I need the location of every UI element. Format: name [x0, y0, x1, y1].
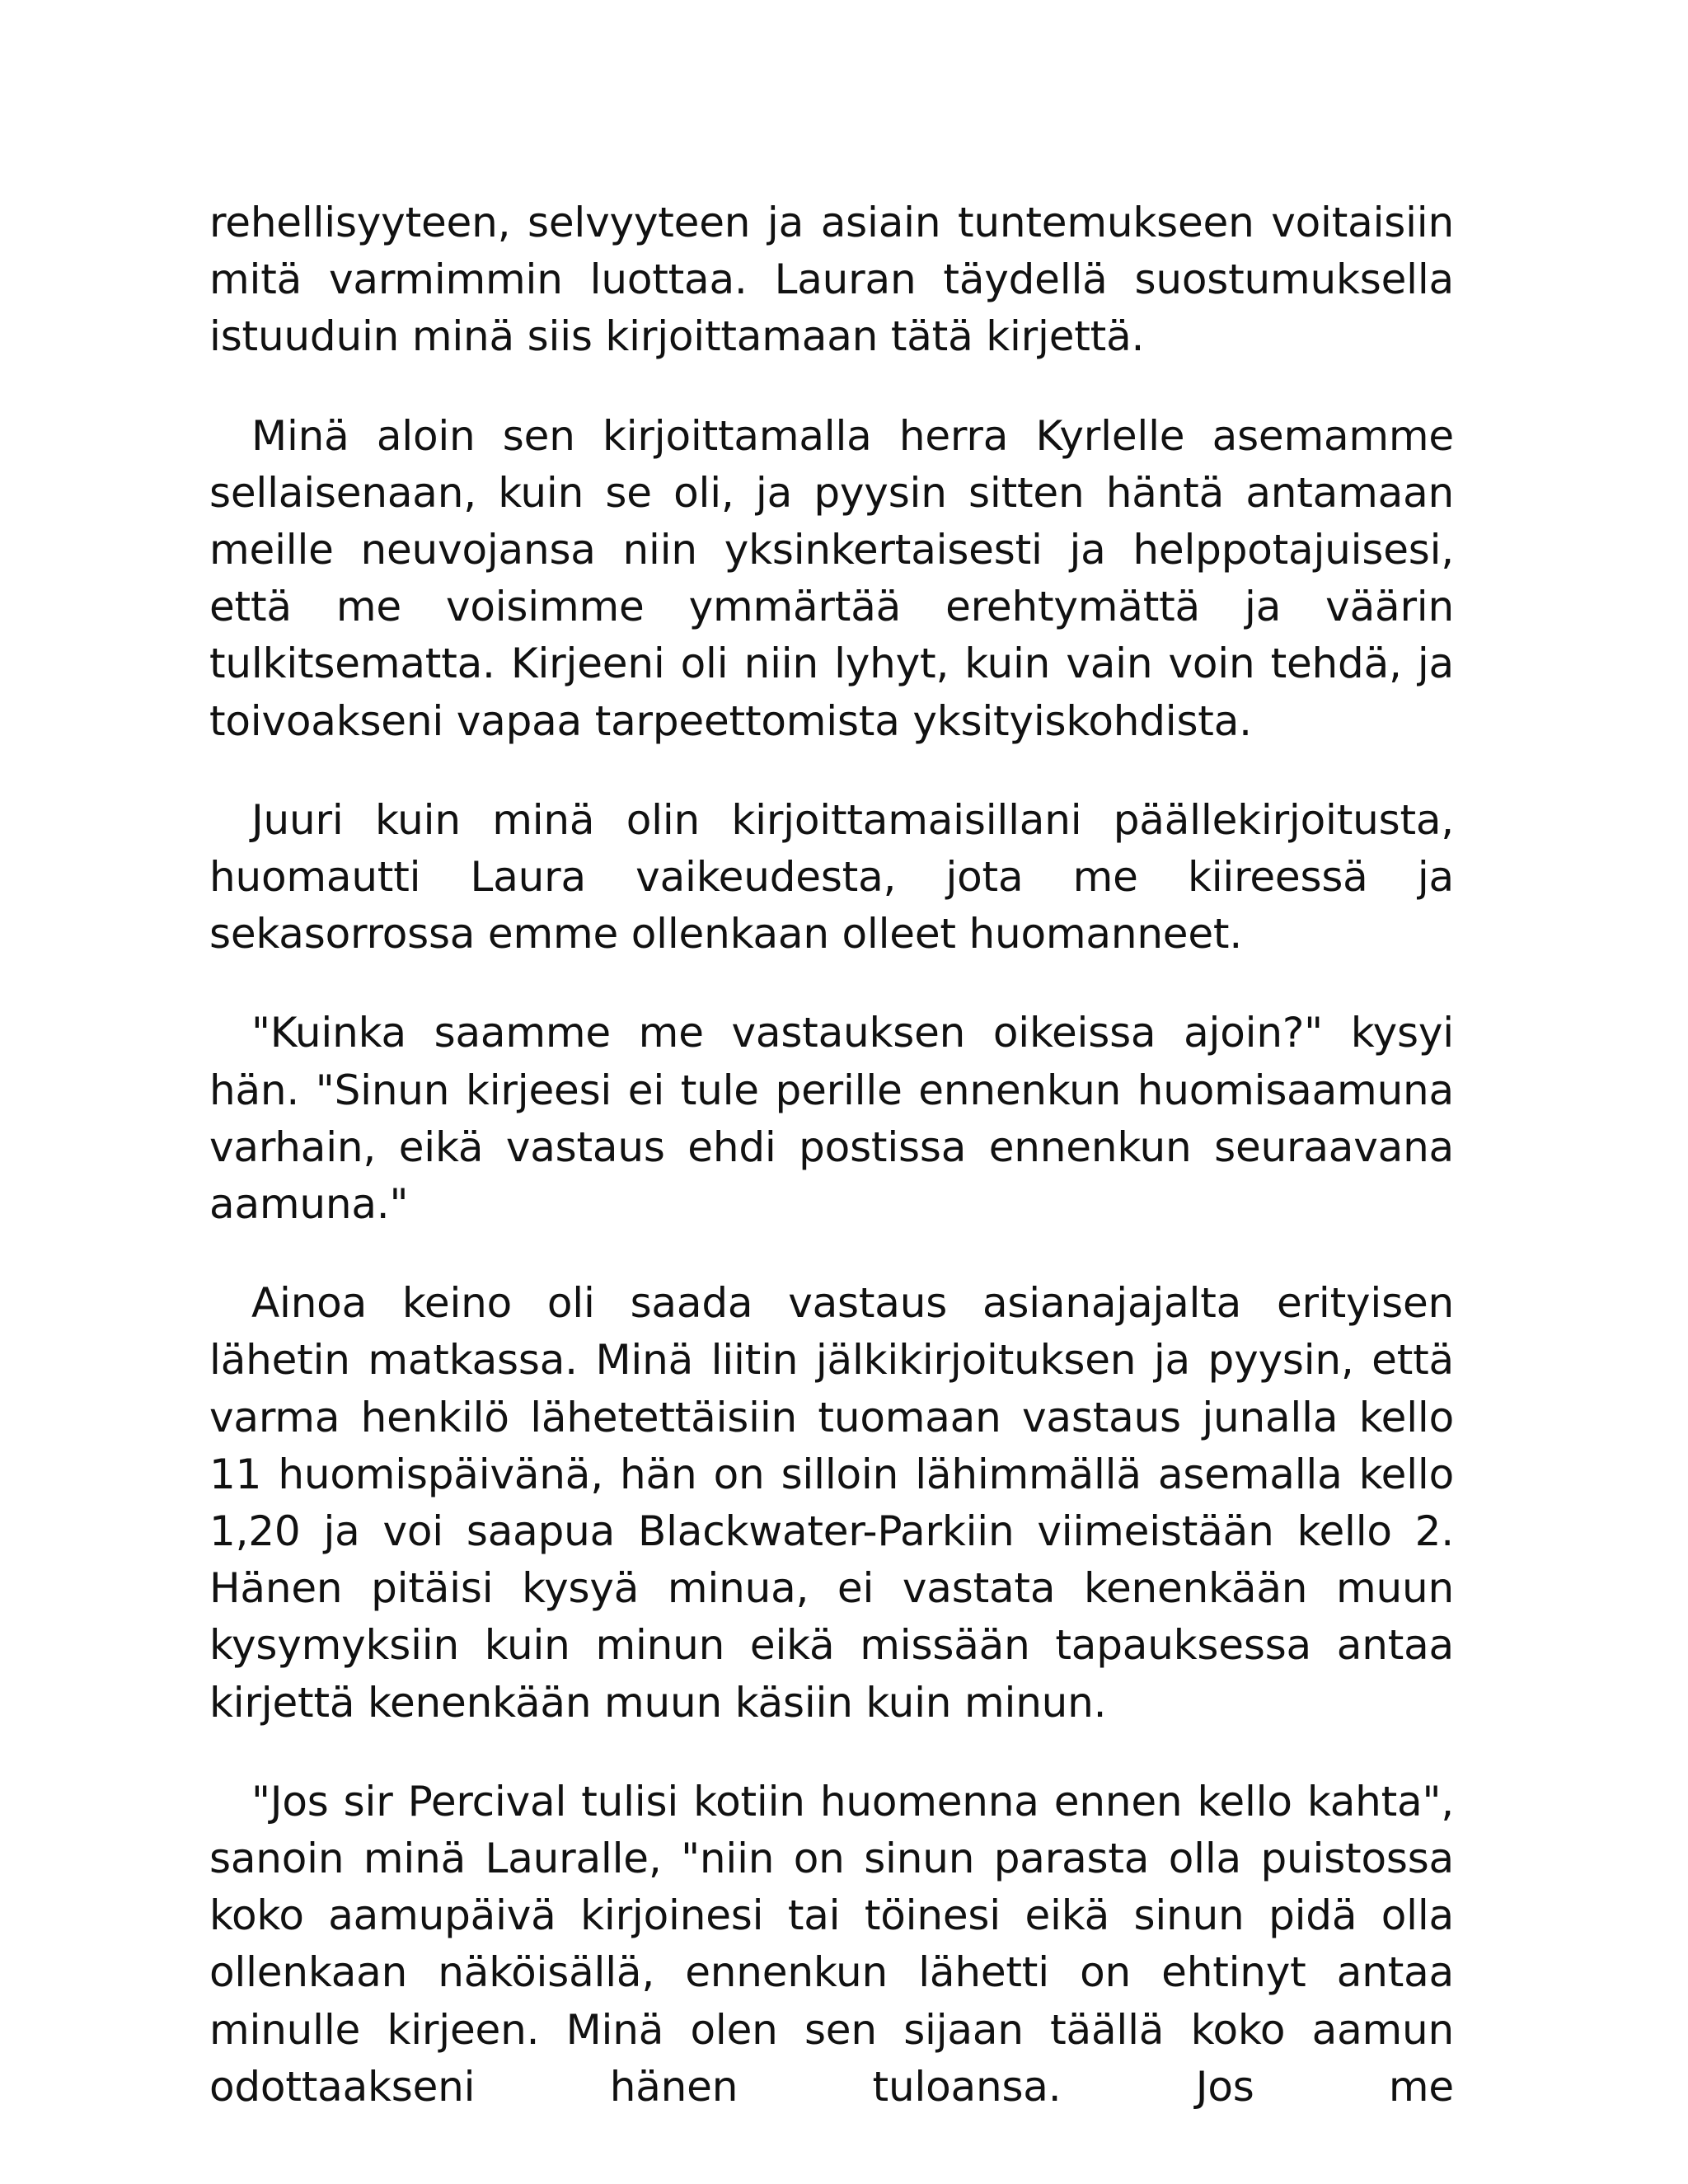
paragraph-3: Juuri kuin minä olin kirjoittamaisillani päällekirjoitusta, huomautti Laura vaikeudesta, jota me kiireessä ja sekasorrossa emme ollenkaan olleet huomanneet. [209, 795, 1454, 958]
book-page [209, 194, 1454, 2116]
paragraph-5: Ainoa keino oli saada vastaus asianajajalta erityisen lähetin matkassa. Minä liitin jälkikirjoituksen ja pyysin, että varma henkilö lähetettäisiin tuomaan vastaus junalla kello 11 huomispäivänä, hän on silloin lähimmällä asemalla kello 1,20 ja voi saapua Blackwater-Parkiin viimeistään kello 2. Hänen pitäisi kysyä minua, ei vastata kenenkään muun kysymyksiin kuin minun eikä missään tapauksessa antaa kirjettä kenenkään muun käsiin kuin minun. [209, 1279, 1454, 1727]
paragraph-4: "Kuinka saamme me vastauksen oikeissa ajoin?" kysyi hän. "Sinun kirjeesi ei tule perille ennenkun huomisaamuna varhain, eikä vastaus ehdi postissa ennenkun seuraavana aamuna." [209, 1009, 1454, 1229]
paragraph-2: Minä aloin sen kirjoittamalla herra Kyrlelle asemamme sellaisenaan, kuin se oli, ja pyysin sitten häntä antamaan meille neuvojansa niin yksinkertaisesti ja helppotajuisesi, että me voisimme ymmärtää erehtymättä ja väärin tulkitsematta. Kirjeeni oli niin lyhyt, kuin vain voin tehdä, ja toivoakseni vapaa tarpeettomista yksityiskohdista. [209, 411, 1454, 745]
paragraph-1: rehellisyyteen, selvyyteen ja asiain tuntemukseen voitaisiin mitä varmimmin luottaa. Lauran täydellä suostumuksella istuuduin minä siis kirjoittamaan tätä kirjettä. [209, 199, 1454, 361]
paragraph-6: "Jos sir Percival tulisi kotiin huomenna ennen kello kahta", sanoin minä Lauralle, "niin on sinun parasta olla puistossa koko aamupäivä kirjoinesi tai töinesi eikä sinun pidä olla ollenkaan näköisällä, ennenkun lähetti on ehtinyt antaa minulle kirjeen. Minä olen sen sijaan täällä koko aamun odottaakseni hänen tuloansa. Jos me [209, 1777, 1454, 2111]
